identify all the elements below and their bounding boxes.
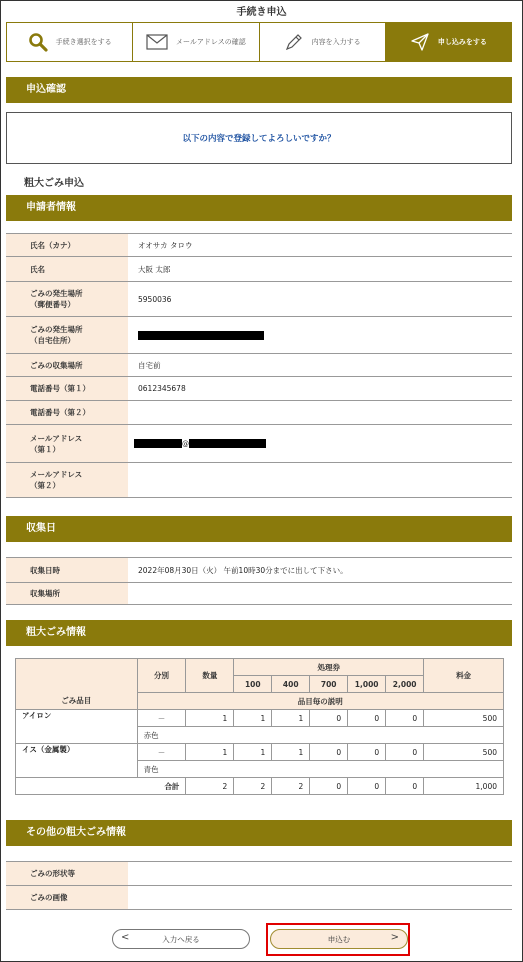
field-value: 2022年08月30日（火） 午前10時30分までに出して下さい。: [128, 558, 512, 583]
total-label: 合計: [16, 778, 186, 795]
confirm-section-bar: 申込確認: [6, 77, 512, 103]
collection-table: [6, 557, 512, 605]
total-ticket: 0: [348, 778, 386, 795]
table-row: [6, 862, 512, 886]
field-label: [6, 425, 128, 463]
table-row: [16, 710, 504, 727]
header-ticket-2000: 2,000: [386, 676, 424, 693]
field-label: ごみの画像: [6, 886, 128, 910]
field-label: 電話番号（第１）: [6, 377, 128, 401]
field-label: [6, 282, 128, 317]
table-row: [6, 463, 512, 498]
header-ticket: 処理券: [234, 659, 424, 676]
item-ticket: 0: [386, 744, 424, 761]
item-category: －: [137, 744, 186, 761]
field-label: 電話番号（第２）: [6, 401, 128, 425]
field-value: オオサカ タロウ: [128, 234, 512, 257]
field-value: 5950036: [128, 282, 512, 317]
total-ticket: 0: [310, 778, 348, 795]
item-ticket: 0: [386, 710, 424, 727]
header-description: 品目毎の説明: [137, 693, 503, 710]
item-category: －: [137, 710, 186, 727]
header-ticket-700: 700: [310, 676, 348, 693]
step-enter-content: [260, 23, 386, 61]
step-label: 手続き選択をする: [55, 38, 112, 46]
field-value: [128, 425, 512, 463]
email-at-sign: @: [182, 439, 189, 448]
table-row: [6, 377, 512, 401]
header-row: [16, 659, 504, 676]
table-row: [6, 317, 512, 354]
item-fee: 500: [424, 710, 504, 727]
items-section-bar: 粗大ごみ情報: [6, 620, 512, 646]
field-value: [128, 583, 512, 605]
chevron-left-icon: <: [121, 932, 130, 943]
header-category: 分別: [137, 659, 186, 693]
total-quantity: 2: [186, 778, 234, 795]
table-row: [6, 886, 512, 910]
field-label: ごみの形状等: [6, 862, 128, 886]
table-row: [6, 282, 512, 317]
page-title: 手続き申込: [236, 7, 287, 18]
header-item: ごみ品目: [16, 659, 138, 710]
total-fee: 1,000: [424, 778, 504, 795]
field-value: 大阪 太郎: [128, 257, 512, 282]
item-ticket: 0: [310, 710, 348, 727]
search-icon: [28, 32, 48, 52]
step-label: 内容を入力する: [311, 38, 361, 46]
table-row: [6, 401, 512, 425]
table-row: [6, 583, 512, 605]
field-value: [128, 401, 512, 425]
field-label-text: ごみの発生場所 （自宅住所）: [30, 325, 83, 345]
step-label: メールアドレスの確認: [176, 38, 246, 46]
header-quantity: 数量: [186, 659, 234, 693]
field-label: [6, 463, 128, 498]
confirm-message: 以下の内容で登録してよろしいですか？: [182, 134, 336, 144]
step-label: 申し込みをする: [437, 38, 487, 46]
item-name: アイロン: [16, 710, 138, 744]
field-label: 収集日時: [6, 558, 128, 583]
field-value: [128, 862, 512, 886]
field-value: [128, 886, 512, 910]
field-label: 収集場所: [6, 583, 128, 605]
redacted-address: [138, 331, 264, 340]
item-description: 青色: [137, 761, 503, 778]
table-row: [6, 354, 512, 377]
table-row: [6, 257, 512, 282]
total-row: [16, 778, 504, 795]
field-label-text: ごみの発生場所 （郵便番号）: [30, 289, 83, 309]
item-ticket: 1: [272, 710, 310, 727]
field-value: 自宅前: [128, 354, 512, 377]
item-name: イス（金属製）: [16, 744, 138, 778]
total-ticket: 0: [386, 778, 424, 795]
total-ticket: 2: [234, 778, 272, 795]
envelope-icon: [146, 34, 168, 50]
other-table: [6, 861, 512, 910]
collection-section-bar: 収集日: [6, 516, 512, 542]
submit-button[interactable]: [270, 929, 408, 949]
back-button-label: 入力へ戻る: [162, 934, 200, 944]
item-ticket: 0: [310, 744, 348, 761]
total-ticket: 2: [272, 778, 310, 795]
item-description: 赤色: [137, 727, 503, 744]
other-section-bar: その他の粗大ごみ情報: [6, 820, 512, 846]
items-table: [15, 658, 504, 795]
field-value: [128, 317, 512, 354]
field-value: 0612345678: [128, 377, 512, 401]
table-row: [6, 234, 512, 257]
form-title: 粗大ごみ申込: [24, 178, 84, 189]
field-label-text: メールアドレス （第２）: [30, 470, 83, 490]
redacted-email-user: [134, 439, 182, 448]
back-button[interactable]: [112, 929, 250, 949]
item-ticket: 1: [234, 744, 272, 761]
paper-plane-icon: [410, 32, 430, 52]
field-label: 氏名（カナ）: [6, 234, 128, 257]
applicant-section-bar: 申請者情報: [6, 195, 512, 221]
field-label: [6, 317, 128, 354]
pencil-icon: [284, 32, 304, 52]
item-ticket: 0: [348, 744, 386, 761]
step-navigation: [6, 22, 512, 62]
field-label: ごみの収集場所: [6, 354, 128, 377]
item-fee: 500: [424, 744, 504, 761]
field-label: 氏名: [6, 257, 128, 282]
table-row: [6, 425, 512, 463]
table-row: [6, 558, 512, 583]
chevron-right-icon: >: [390, 932, 399, 943]
step-submit-application: [386, 23, 511, 61]
confirm-message-box: [6, 112, 512, 164]
step-select-procedure: [7, 23, 133, 61]
redacted-email-domain: [189, 439, 266, 448]
header-fee: 料金: [424, 659, 504, 693]
header-ticket-400: 400: [272, 676, 310, 693]
field-value: [128, 463, 512, 498]
item-ticket: 0: [348, 710, 386, 727]
item-ticket: 1: [272, 744, 310, 761]
field-label-text: メールアドレス （第１）: [30, 433, 83, 454]
header-ticket-100: 100: [234, 676, 272, 693]
item-quantity: 1: [186, 710, 234, 727]
submit-button-label: 申込む: [327, 934, 351, 944]
applicant-table: [6, 233, 512, 498]
step-confirm-email: [133, 23, 259, 61]
item-ticket: 1: [234, 710, 272, 727]
item-quantity: 1: [186, 744, 234, 761]
table-row: [16, 744, 504, 761]
header-ticket-1000: 1,000: [348, 676, 386, 693]
